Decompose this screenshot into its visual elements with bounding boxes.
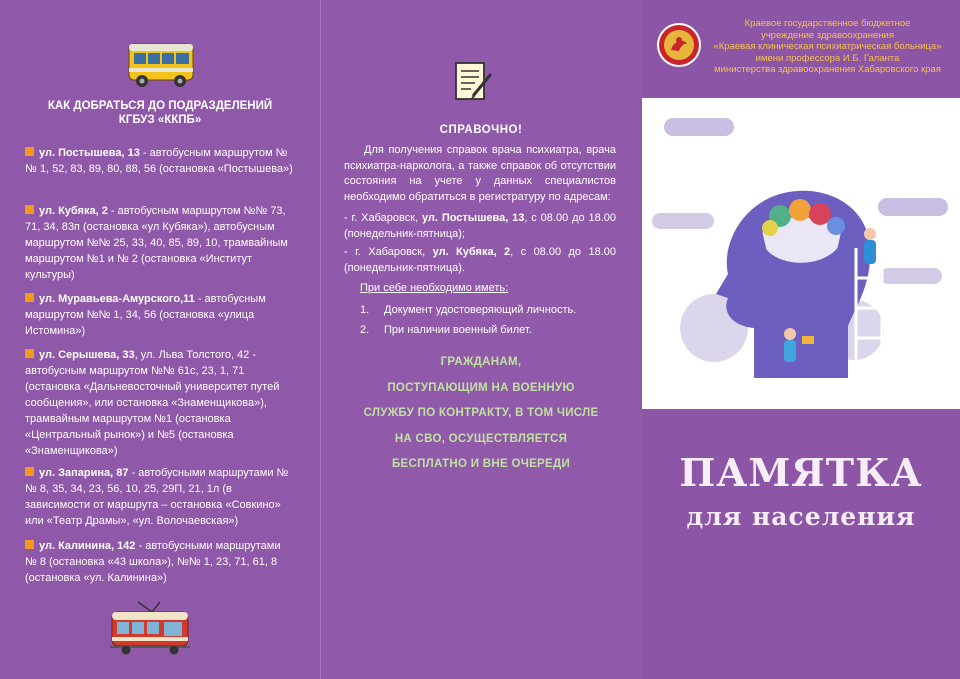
routes-title-line1: КАК ДОБРАТЬСЯ ДО ПОДРАЗДЕЛЕНИЙ: [47, 100, 273, 112]
address-1-street: ул. Постышева, 13: [421, 212, 525, 224]
route-text: , ул. Льва Толстого, 42 - автобусным маршрутом №№ 61с, 23, 1, 71 (остановка «Дальневосточный университет путей сообщения», или остановка «Знаменщикова»), трамвайным маршрутом №1 (остановка «Центральный рынок») и №5 (остановка «Знаменщикова»): [25, 349, 280, 457]
brochure-title: ПАМЯТКА: [679, 450, 923, 495]
address-1-suffix: , с 08.00 до 18.00 (понедельник-пятница);: [344, 212, 616, 240]
bullet-square: [25, 293, 34, 302]
list-item: [360, 304, 576, 316]
list-number: 1.: [360, 304, 370, 316]
bullet-square: [25, 349, 34, 358]
head-illustration: [642, 98, 960, 409]
organization-name: [700, 18, 955, 76]
route-item: [25, 538, 295, 586]
bring-label: При себе необходимо иметь:: [360, 282, 509, 294]
route-item: [25, 347, 295, 459]
org-line: «Краевая клиническая психиатрическая больница»: [713, 41, 942, 52]
notice-text: [320, 350, 642, 478]
list-text: При наличии военный билет.: [384, 324, 532, 336]
route-street: ул. Калинина, 142: [39, 540, 136, 552]
document-icon: [453, 60, 495, 104]
address-1: [344, 211, 616, 242]
notice-line: НА СВО, ОСУЩЕСТВЛЯЕТСЯ: [394, 432, 568, 445]
bullet-square: [25, 540, 34, 549]
route-text: - автобусным маршрутом №№ 1, 52, 83, 89, 80, 88, 56 (остановка «Постышева»): [25, 147, 293, 175]
list-number: 2.: [360, 324, 370, 336]
route-text: - автобусными маршрутами №№ 8, 35, 34, 23, 56, 10, 25, 29П, 21, 1л (в зависимости от маршрута – остановка «Совкино» или «Театр Драмы», «ул. Волочаевская»): [25, 467, 289, 527]
org-line: учреждение здравоохранения: [760, 29, 895, 41]
notice-line: БЕСПЛАТНО И ВНЕ ОЧЕРЕДИ: [391, 458, 571, 470]
reference-intro: Для получения справок врача психиатра, врача психиатра-нарколога, а также справок об отсутствии состояния на учете у данных специалистов необходимо обратиться в регистратуру по адресам:: [344, 144, 616, 203]
route-street: ул. Запарина, 87: [39, 467, 129, 479]
brochure-subtitle: для населения: [686, 502, 916, 531]
emblem-logo: [656, 22, 702, 68]
notice-line: ПОСТУПАЮЩИМ НА ВОЕННУЮ: [387, 381, 575, 394]
routes-title: [0, 99, 320, 127]
notice-line: СЛУЖБУ ПО КОНТРАКТУ, В ТОМ ЧИСЛЕ: [363, 407, 599, 419]
bullet-square: [25, 147, 34, 156]
address-2-suffix: , с 08.00 до 18.00 (понедельник-пятница).: [344, 246, 617, 274]
org-line: министерства здравоохранения Хабаровского края: [714, 64, 941, 75]
route-item: [25, 465, 295, 529]
address-2-street: ул. Кубяка, 2: [432, 246, 511, 258]
route-street: ул. Серышева, 33: [39, 349, 135, 361]
org-line: имени профессора И.Б. Галанта: [755, 52, 900, 64]
list-text: Документ удостоверяющий личность.: [384, 304, 577, 316]
address-2-prefix: - г. Хабаровск,: [344, 246, 433, 258]
bus-icon: [126, 40, 196, 88]
address-1-prefix: - г. Хабаровск,: [344, 212, 422, 224]
route-text: - автобусными маршрутами № 8 (остановка «43 школа»), №№ 1, 23, 71, 61, 8 (остановка «ул. Калинина»): [25, 540, 281, 584]
address-2: [344, 245, 616, 276]
bullet-square: [25, 467, 34, 476]
routes-title-line2: КГБУЗ «ККПБ»: [118, 114, 202, 126]
tram-icon: [108, 600, 192, 656]
bullet-square: [25, 205, 34, 214]
head-illustration-svg: [642, 98, 960, 409]
route-street: ул. Кубяка, 2: [39, 205, 108, 217]
reference-heading: СПРАВОЧНО!: [439, 124, 523, 136]
route-item: [25, 203, 295, 283]
route-item: [25, 291, 295, 339]
route-text: - автобусным маршрутом №№ 73, 71, 34, 83п (остановка «ул Кубяка»), автобусным маршрутом №№ 25, 33, 40, 85, 89, 10, трамвайным маршрутом №1 и № 2 (остановка «Институт культуры): [25, 205, 288, 281]
route-text: - автобусным маршрутом №№ 1, 34, 56 (остановка «улица Истомина»): [25, 293, 266, 337]
route-street: ул. Постышева, 13: [39, 147, 140, 159]
route-item: [25, 145, 295, 177]
route-street: ул. Муравьева-Амурского,11: [39, 293, 195, 305]
notice-line: ГРАЖДАНАМ,: [440, 356, 522, 368]
org-line: Краевое государственное бюджетное: [744, 18, 911, 29]
list-item: [360, 324, 532, 336]
